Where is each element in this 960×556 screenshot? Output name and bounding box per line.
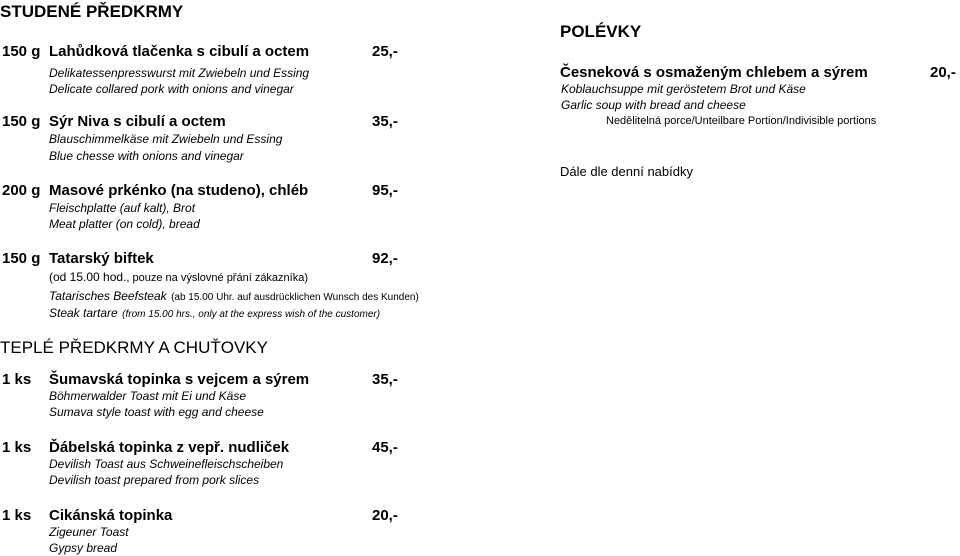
item-price: 20,- [372,507,398,524]
tartare-en-name: Steak tartare [49,306,118,320]
soup-portions-note: Nedělitelná porce/Unteilbare Portion/Indivisible portions [606,115,877,127]
item-desc-de: Blauschimmelkäse mit Zwiebeln und Essing [49,132,283,146]
tartare-en-note: , only at the express wish of the customer) [192,309,381,320]
tartare-note-en [49,304,380,322]
item-name: Sýr Niva s cibulí a octem [49,113,226,130]
item-qty: 150 g [2,113,41,130]
item-qty: 150 g [2,250,41,267]
item-qty: 1 ks [2,439,32,456]
daily-offer-note: Dále dle denní nabídky [560,164,693,179]
item-price: 45,- [372,439,398,456]
item-price: 25,- [372,43,398,60]
soup-name: Česneková s osmaženým chlebem a sýrem [560,64,868,81]
cold-starters-title: STUDENÉ PŘEDKRMY [0,2,184,21]
item-price: 35,- [372,371,398,388]
item-name: Ďábelská topinka z vepř. nudliček [49,439,290,456]
warm-starters-title: TEPLÉ PŘEDKRMY A CHUŤOVKY [0,338,268,357]
tartare-note-cz-text: , pouze na výslovné přání zákazníka) [126,272,309,284]
tartare-de-name: Tatarisches Beefsteak [49,289,167,303]
soups-title: POLÉVKY [560,22,642,41]
soup-price: 20,- [930,64,956,81]
tartare-de-note: (ab 15.00 Uhr. auf ausdrücklichen Wunsch des Kunden) [171,292,419,303]
item-desc-en: Sumava style toast with egg and cheese [49,405,264,419]
item-name: Lahůdková tlačenka s cibulí a octem [49,43,310,60]
item-price: 92,- [372,250,398,267]
item-desc-de: Zigeuner Toast [49,525,129,539]
soup-desc-en: Garlic soup with bread and cheese [561,98,746,112]
item-desc-de: Delikatessenpresswurst mit Zwiebeln und Essing [49,66,310,80]
item-desc-en: Blue chesse with onions and vinegar [49,149,244,163]
tartare-en-time: (from 15.00 hrs. [122,309,193,320]
item-price: 95,- [372,182,398,199]
item-desc-de: Fleischplatte (auf kalt), Brot [49,201,196,215]
item-name: Cikánská topinka [49,507,173,524]
item-desc-de: Devilish Toast aus Schweinefleischscheiben [49,457,284,471]
item-name: Šumavská topinka s vejcem a sýrem [49,371,310,388]
tartare-note-cz [49,270,308,284]
item-name: Tatarský biftek [49,250,154,267]
item-qty: 150 g [2,43,41,60]
tartare-note-de [49,287,419,305]
soup-desc-de: Koblauchsuppe mit geröstetem Brot und Käse [561,82,806,96]
item-desc-en: Delicate collared pork with onions and vinegar [49,82,294,96]
item-price: 35,- [372,113,398,130]
item-qty: 1 ks [2,507,32,524]
tartare-note-cz-time: (od 15.00 hod. [49,270,127,284]
item-desc-en: Gypsy bread [49,541,118,555]
item-qty: 1 ks [2,371,32,388]
item-desc-de: Böhmerwalder Toast mit Ei und Käse [49,389,246,403]
item-desc-en: Meat platter (on cold), bread [49,217,200,231]
item-name: Masové prkénko (na studeno), chléb [49,182,309,199]
item-desc-en: Devilish toast prepared from pork slices [49,473,260,487]
item-qty: 200 g [2,182,41,199]
